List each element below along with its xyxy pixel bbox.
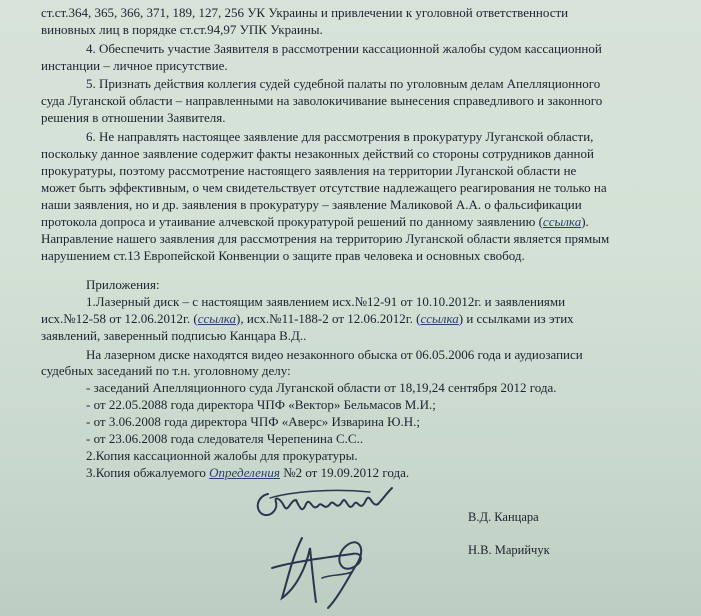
- attachment-3-end: №2 от 19.09.2012 года.: [279, 465, 410, 480]
- para-6-line-6-end: ).: [581, 214, 589, 229]
- record-item: - заседаний Апелляционного суда Луганской области от 18,19,24 сентября 2012 года.: [86, 380, 557, 395]
- reference-link[interactable]: ссылка: [542, 214, 582, 229]
- disk-note-line-2: судебных заседаний по т.н. уголовному делу:: [41, 363, 291, 378]
- para-6-line-5: наши заявления, но и др. заявления в прокуратуру – заявление Маликовой А.А. о фальсификации: [41, 197, 582, 212]
- attachment-1-line-2-b: ), исх.№11-188-2 от 12.06.2012г. (: [236, 311, 421, 326]
- signer-name-1: В.Д. Канцара: [468, 510, 539, 524]
- record-item: - от 3.06.2008 года директора ЧПФ «Аверс» Изварина Ю.Н.;: [86, 414, 421, 429]
- para-4-line-2: инстанции – личное присутствие.: [41, 58, 228, 73]
- attachment-1-line-1: 1.Лазерный диск – с настоящим заявлением исх.№12-91 от 10.10.2012г. и заявлениями: [86, 294, 566, 309]
- para-6-line-1: 6. Не направлять настоящее заявление для рассмотрения в прокуратуру Луганской области,: [86, 129, 594, 144]
- attachment-2: 2.Копия кассационной жалобы для прокуратуры.: [86, 448, 358, 463]
- para-5-line-2: суда Луганской области – направленными на заволокичивание вынесения справедливого и законного: [41, 93, 603, 108]
- record-item: - от 23.06.2008 года следователя Черепенина С.С..: [86, 431, 364, 446]
- para-6-line-7: Направление нашего заявления для рассмотрения на территорию Луганской области является прямым: [41, 231, 610, 246]
- para-3-line-1: ст.ст.364, 365, 366, 371, 189, 127, 256 УК Украины и привлечении к уголовной ответственности: [41, 5, 569, 20]
- para-5-line-1: 5. Признать действия коллегия судей судебной палаты по уголовным делам Апелляционного: [86, 76, 601, 91]
- signer-name-2: Н.В. Марийчук: [468, 543, 550, 557]
- signature-mariichuk-image: [262, 518, 382, 614]
- record-item: - от 22.05.2088 года директора ЧПФ «Вектор» Бельмасов М.И.;: [86, 397, 436, 412]
- definition-link[interactable]: Определения: [209, 465, 280, 480]
- para-6-line-6: [41, 213, 589, 230]
- para-6-line-2: поскольку данное заявление содержит факты незаконных действий со стороны сотрудников данной: [41, 146, 594, 161]
- para-5-line-3: решения в отношении Заявителя.: [41, 110, 226, 125]
- para-6-line-8: нарушением ст.13 Европейской Конвенции о защите прав человека и основных свобод.: [41, 248, 525, 263]
- para-6-line-3: прокуратуры, поэтому рассмотрение настоящего заявления на территории Луганской области не: [41, 163, 577, 178]
- para-6-line-4: может быть эффективным, о чем свидетельствует отсутствие надлежащего реагирования не только на: [41, 180, 607, 195]
- attachment-3-text: 3.Копия обжалуемого: [86, 465, 210, 480]
- attachment-1-line-2-a: исх.№12-58 от 12.06.2012г. (: [41, 311, 198, 326]
- attachments-heading: Приложения:: [86, 277, 160, 292]
- para-3-line-2: виновных лиц в порядке ст.ст.94,97 УПК Украины.: [41, 22, 323, 37]
- para-4-line-1: 4. Обеспечить участие Заявителя в рассмотрении кассационной жалобы судом кассационной: [86, 41, 602, 56]
- reference-link-1[interactable]: ссылка: [197, 311, 237, 326]
- reference-link-2[interactable]: ссылка: [420, 311, 459, 326]
- para-6-line-6-text: протокола допроса и утаивание алчевской прокуратурой решений по данному заявлению (: [41, 214, 543, 229]
- attachment-1-line-3: заявлений, заверенный подписью Канцара В.Д..: [41, 328, 307, 343]
- attachment-1-line-2-c: ) и ссылками из этих: [458, 311, 574, 326]
- attachment-1-line-2: [41, 310, 574, 327]
- disk-note-line-1: На лазерном диске находятся видео незаконного обыска от 06.05.2006 года и аудиозаписи: [86, 347, 583, 362]
